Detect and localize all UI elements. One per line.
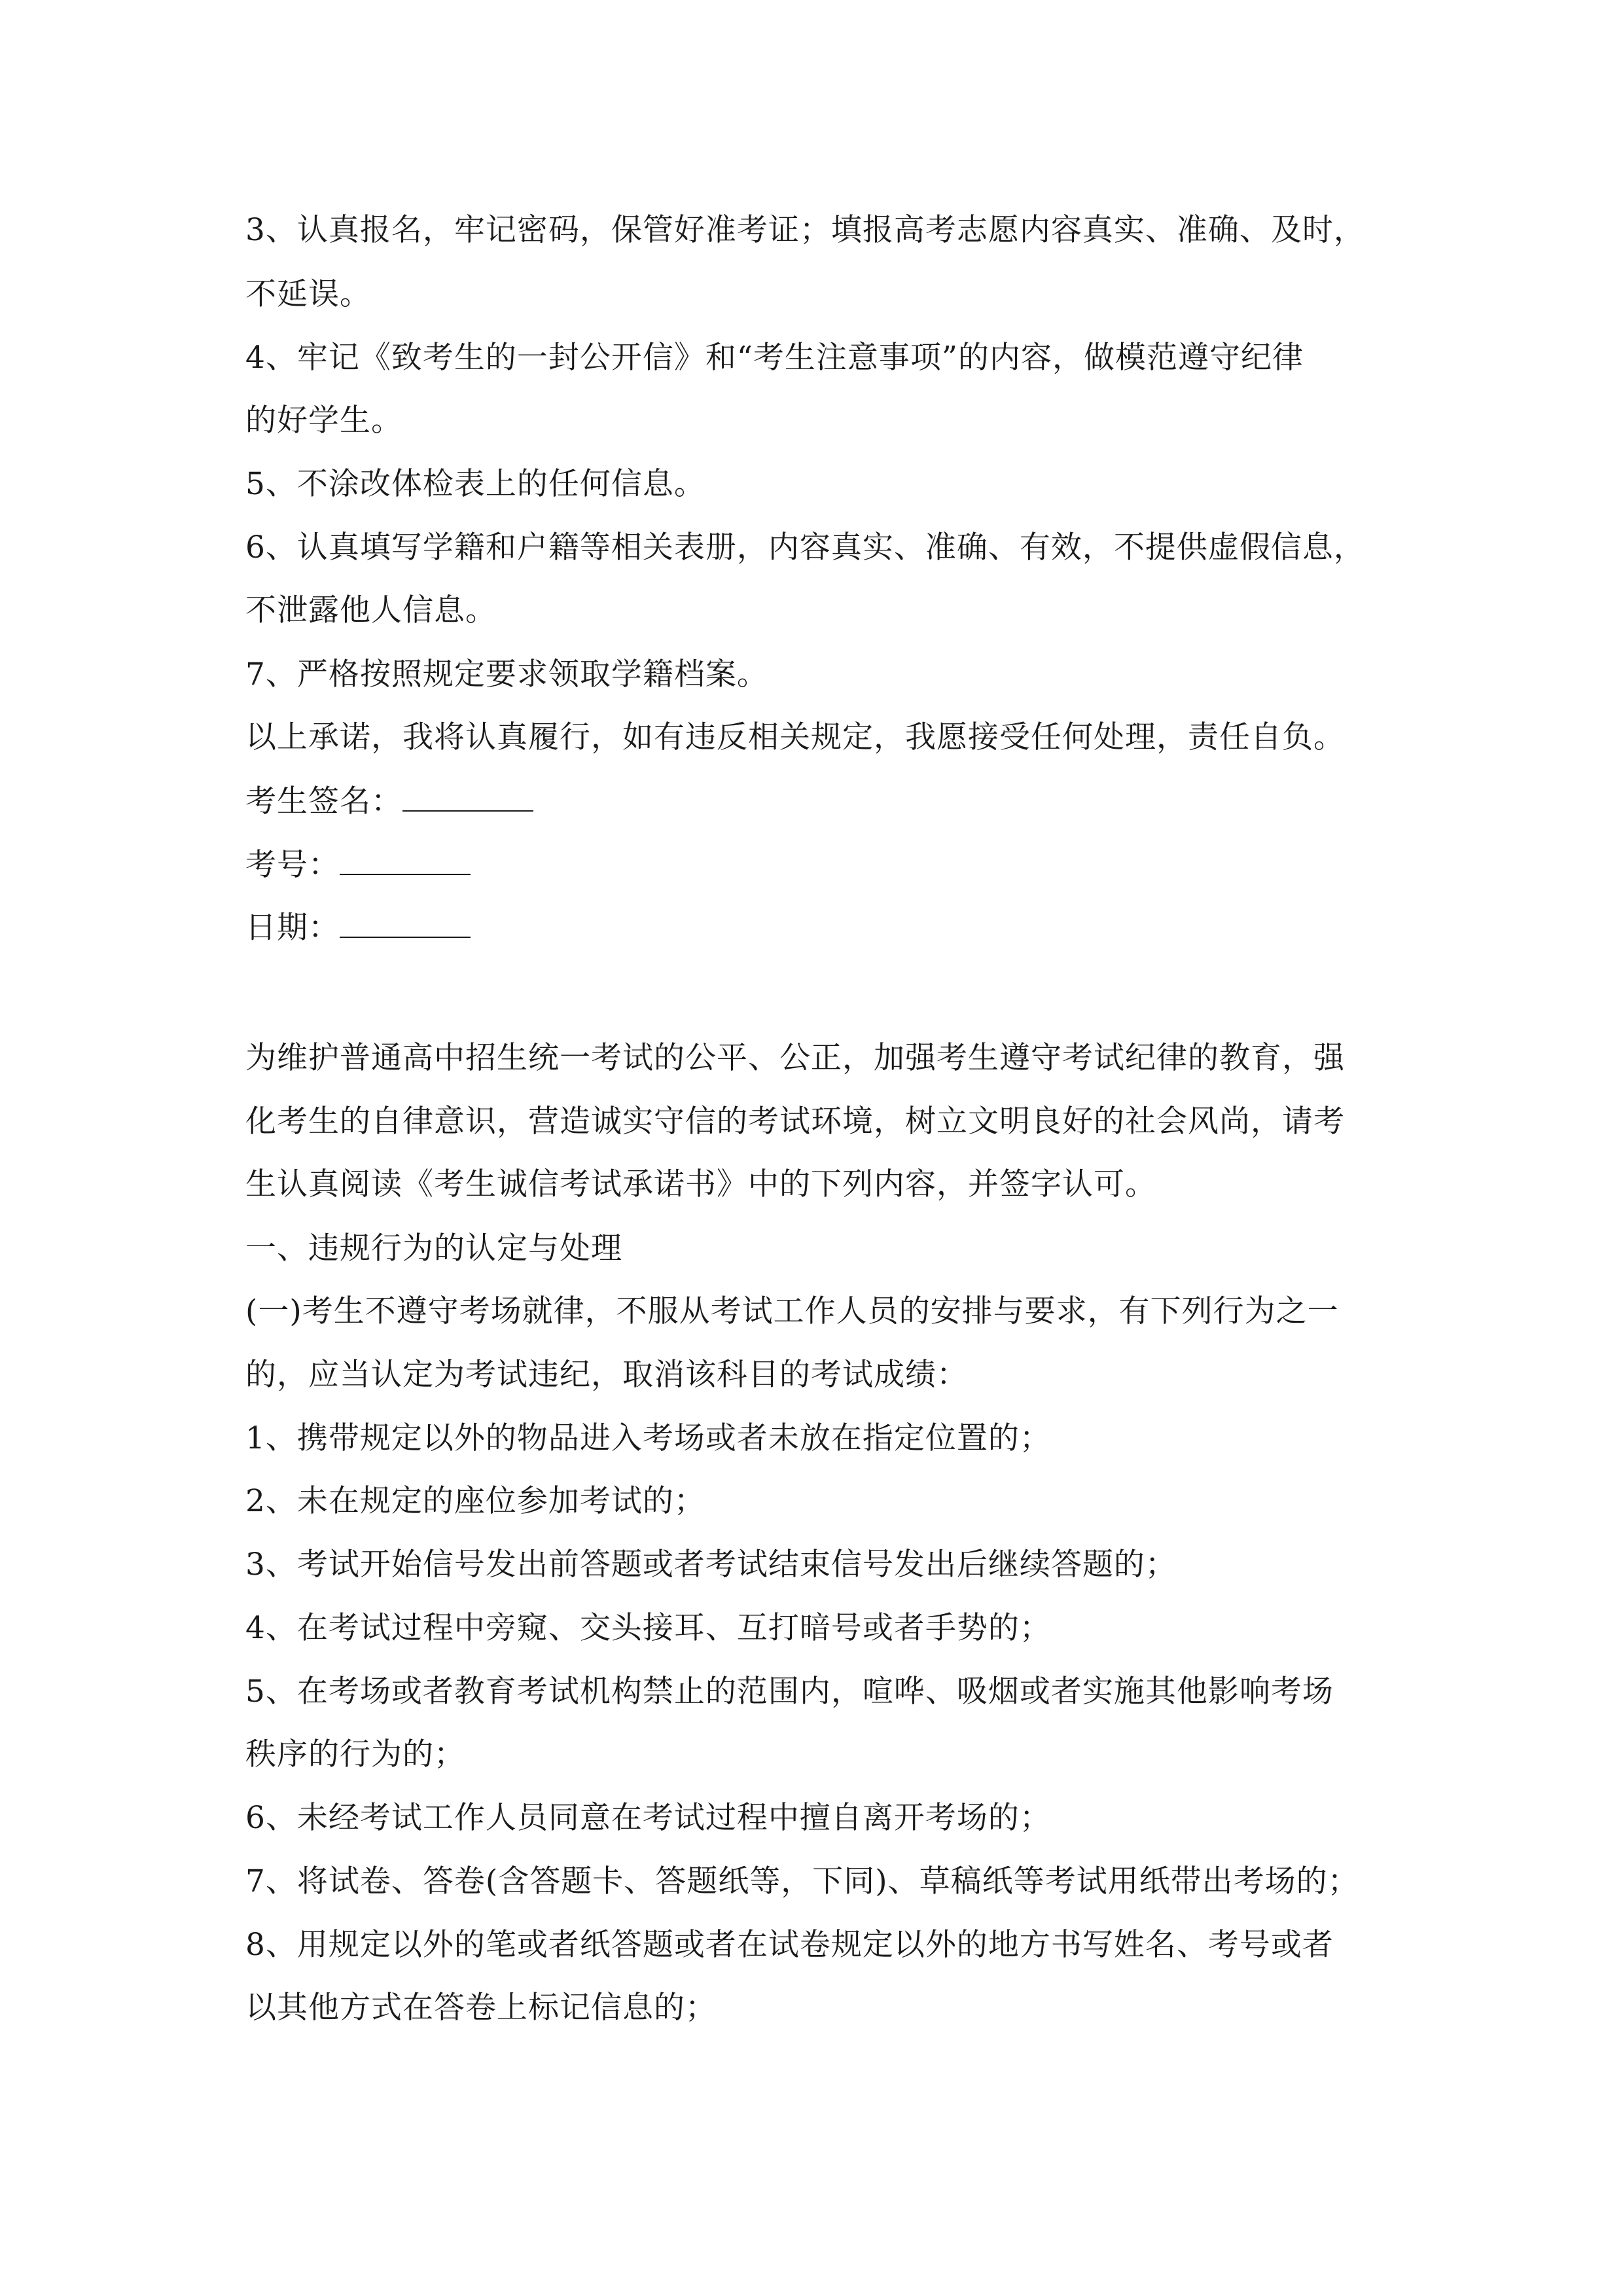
commitment-item-6-cont: 不泄露他人信息。 [245,592,497,628]
intro-line-1: 为维护普通高中招生统一考试的公平、公正，加强考生遵守考试纪律的教育，强 [245,1040,1345,1076]
commitment-item-4: 4、牢记《致考生的一封公开信》和“考生注意事项”的内容，做模范遵守纪律 [245,340,1304,376]
signature-blank[interactable] [402,781,533,812]
exam-number-label: 考号： [245,847,340,883]
date-field [245,908,471,948]
commitment-statement: 以上承诺，我将认真履行，如有违反相关规定，我愿接受任何处理，责任自负。 [245,719,1345,755]
rule-item-3: 3、考试开始信号发出前答题或者考试结束信号发出后继续答题的； [245,1547,1177,1583]
commitment-item-3-cont: 不延误。 [245,276,371,312]
intro-line-2: 化考生的自律意识，营造诚实守信的考试环境，树立文明良好的社会风尚，请考 [245,1103,1345,1139]
commitment-item-3: 3、认真报名，牢记密码，保管好准考证；填报高考志愿内容真实、准确、及时， [245,212,1365,248]
commitment-item-7: 7、严格按照规定要求领取学籍档案。 [245,656,768,692]
rule-item-4: 4、在考试过程中旁窥、交头接耳、互打暗号或者手势的； [245,1610,1051,1646]
commitment-item-6: 6、认真填写学籍和户籍等相关表册，内容真实、准确、有效，不提供虚假信息， [245,529,1365,565]
rule-item-1: 1、携带规定以外的物品进入考场或者未放在指定位置的； [245,1420,1051,1456]
subsection-1: (一)考生不遵守考场就律，不服从考试工作人员的安排与要求，有下列行为之一 [245,1293,1339,1329]
rule-item-2: 2、未在规定的座位参加考试的； [245,1483,705,1519]
exam-number-field [245,845,471,885]
rule-item-8-cont: 以其他方式在答卷上标记信息的； [245,1990,717,2026]
commitment-item-5: 5、不涂改体检表上的任何信息。 [245,466,705,502]
rule-item-8: 8、用规定以外的笔或者纸答题或者在试卷规定以外的地方书写姓名、考号或者 [245,1927,1334,1963]
subsection-1-cont: 的，应当认定为考试违纪，取消该科目的考试成绩： [245,1357,968,1393]
date-blank[interactable] [340,908,471,938]
rule-item-5-cont: 秩序的行为的； [245,1736,465,1772]
rule-item-5: 5、在考场或者教育考试机构禁止的范围内，喧哗、吸烟或者实施其他影响考场 [245,1674,1334,1710]
rule-item-6: 6、未经考试工作人员同意在考试过程中擅自离开考场的； [245,1800,1051,1836]
date-label: 日期： [245,910,340,946]
signature-field [245,781,533,821]
signature-label: 考生签名： [245,783,402,819]
exam-number-blank[interactable] [340,845,471,875]
rule-item-7: 7、将试卷、答卷(含答题卡、答题纸等，下同)、草稿纸等考试用纸带出考场的； [245,1863,1359,1899]
section-heading: 一、违规行为的认定与处理 [245,1230,622,1266]
intro-line-3: 生认真阅读《考生诚信考试承诺书》中的下列内容，并签字认可。 [245,1166,1156,1202]
commitment-item-4-cont: 的好学生。 [245,403,402,439]
